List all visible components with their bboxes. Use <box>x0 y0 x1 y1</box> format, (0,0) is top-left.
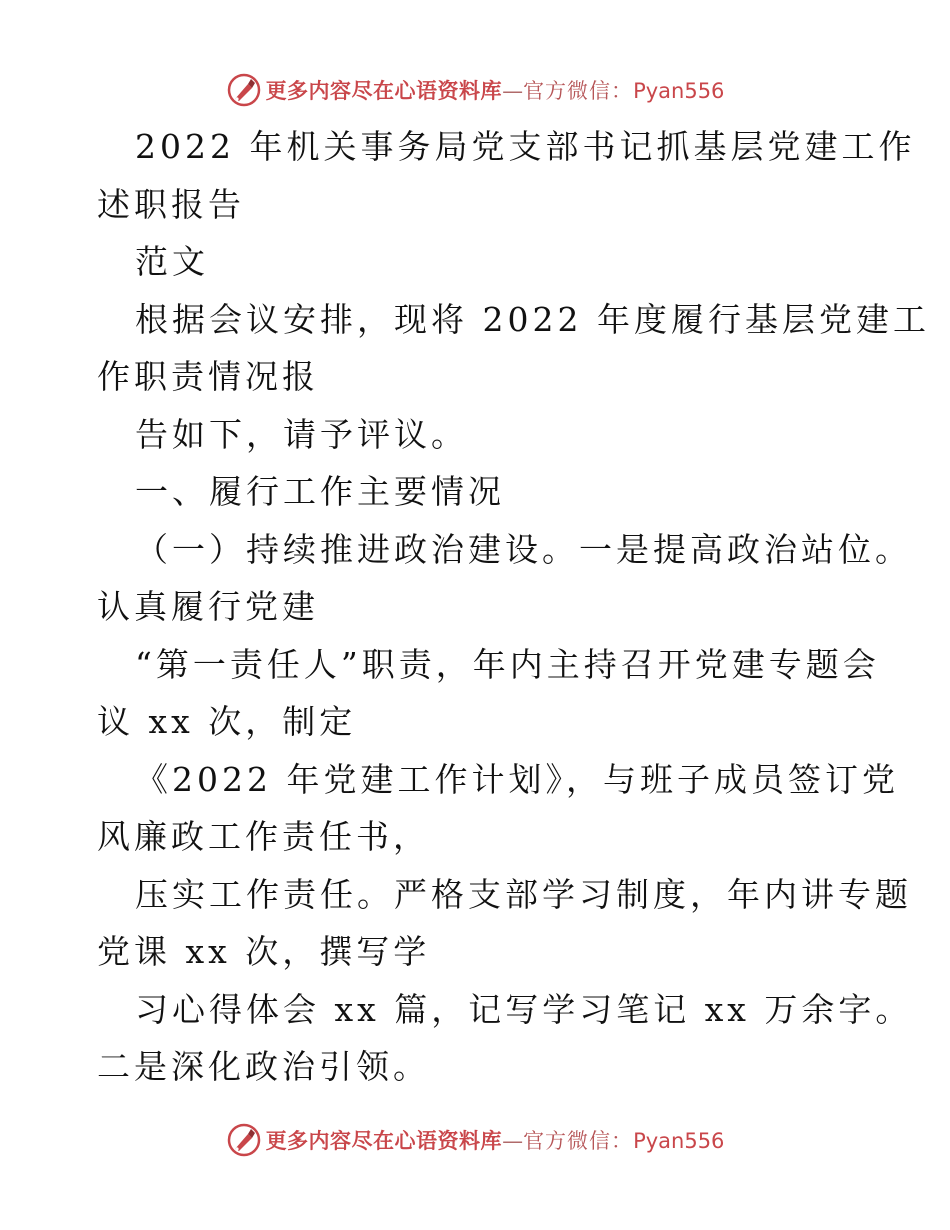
watermark-main: 更多内容尽在心语资料库 <box>265 1129 503 1153</box>
text-line: 根据会议安排，现将 2022 年度履行基层党建工 <box>135 299 930 339</box>
pen-logo-icon <box>226 72 262 108</box>
text-line: 压实工作责任。严格支部学习制度，年内讲专题 <box>135 874 912 914</box>
footer-watermark <box>0 1120 950 1160</box>
watermark-official: 官方微信： <box>523 1129 634 1153</box>
watermark-official: 官方微信： <box>523 79 634 103</box>
text-line: 作职责情况报 <box>97 357 319 396</box>
watermark-wechat-id: Pyan556 <box>633 79 725 103</box>
document-body <box>97 118 930 1096</box>
text-line: 认真履行党建 <box>97 587 319 626</box>
section-heading: 一、履行工作主要情况 <box>135 472 505 511</box>
text-line: “第一责任人”职责，年内主持召开党建专题会 <box>135 644 880 684</box>
header-watermark <box>0 70 950 110</box>
pen-logo-icon <box>226 1122 262 1158</box>
watermark-wechat-id: Pyan556 <box>633 1129 725 1153</box>
text-line: 告如下，请予评议。 <box>135 414 468 454</box>
watermark-main: 更多内容尽在心语资料库 <box>265 79 503 103</box>
text-line: 风廉政工作责任书， <box>97 817 430 856</box>
title-line-2: 述职报告 <box>97 184 245 224</box>
text-line: 范文 <box>135 242 209 281</box>
text-line: 习心得体会 xx 篇，记写学习笔记 xx 万余字。 <box>135 989 913 1029</box>
text-line: 二是深化政治引领。 <box>97 1047 430 1086</box>
text-line: （一）持续推进政治建设。一是提高政治站位。 <box>135 529 912 569</box>
watermark-separator: — <box>502 1129 524 1153</box>
watermark-separator: — <box>502 79 524 103</box>
text-line: 议 xx 次，制定 <box>97 702 357 741</box>
title-line-1: 2022 年机关事务局党支部书记抓基层党建工作 <box>135 127 916 166</box>
text-line: 党课 xx 次，撰写学 <box>97 932 431 971</box>
text-line: 《2022 年党建工作计划》，与班子成员签订党 <box>135 759 899 799</box>
